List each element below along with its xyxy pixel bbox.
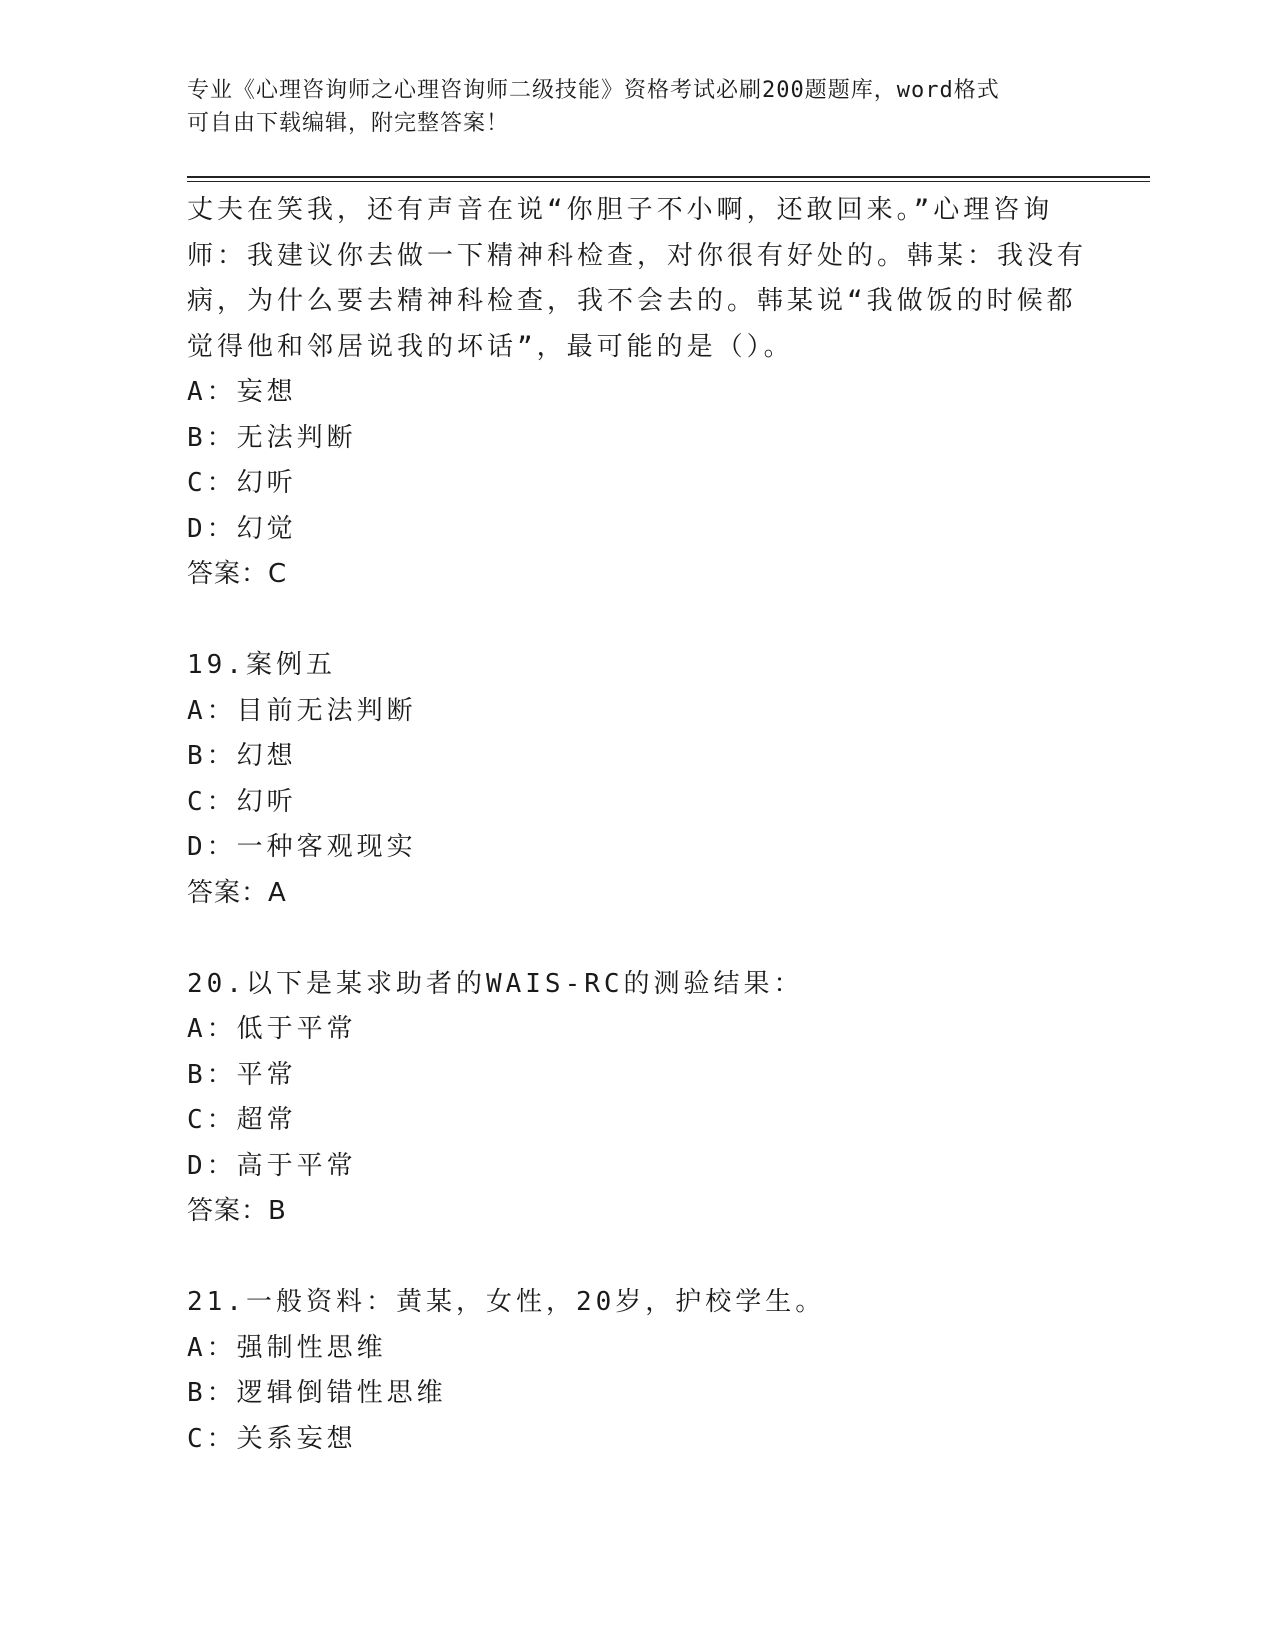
option-b: B：平常: [187, 1059, 297, 1090]
option-a: A：强制性思维: [187, 1332, 387, 1363]
option-d: D：一种客观现实: [187, 832, 417, 862]
option-d: D：高于平常: [187, 1150, 357, 1181]
option-a: A：低于平常: [187, 1014, 357, 1044]
question-19: [187, 643, 1067, 916]
question-content: [187, 188, 1088, 1462]
option-d: D：幻觉: [187, 513, 297, 544]
stem-line: 师：我建议你去做一下精神科检查，对你很有好处的。韩某：我没有: [187, 240, 1088, 271]
continued-question: [187, 188, 1088, 598]
spacer: [187, 1235, 1067, 1281]
option-c: C：幻听: [187, 786, 297, 817]
header-divider-thick: [187, 176, 1150, 178]
option-b: B：幻想: [187, 741, 297, 771]
header-line-1: 专业《心理咨询师之心理咨询师二级技能》资格考试必刷200题题库，word格式: [187, 78, 1000, 103]
option-b: B：无法判断: [187, 422, 357, 453]
spacer: [187, 916, 1067, 962]
document-header: [187, 74, 1067, 140]
answer-line: 答案：C: [187, 559, 288, 589]
stem-line: 丈夫在笑我，还有声音在说“你胆子不小啊，还敢回来。”心理咨询: [187, 195, 1054, 225]
header-divider-thin: [187, 181, 1150, 182]
header-line-2: 可自由下载编辑，附完整答案！: [187, 111, 510, 136]
answer-line: 答案：A: [187, 877, 287, 908]
question-stem: 21.一般资料：黄某，女性，20岁，护校学生。: [187, 1287, 826, 1317]
option-a: A：妄想: [187, 377, 297, 407]
option-a: A：目前无法判断: [187, 695, 417, 726]
stem-line: 觉得他和邻居说我的坏话”，最可能的是（）。: [187, 331, 794, 362]
option-b: B：逻辑倒错性思维: [187, 1378, 447, 1408]
option-c: C：幻听: [187, 468, 297, 498]
question-20: [187, 962, 1067, 1235]
answer-line: 答案：B: [187, 1196, 287, 1226]
question-stem: 20.以下是某求助者的WAIS-RC的测验结果：: [187, 968, 804, 999]
question-21: [187, 1280, 1067, 1462]
question-stem: 19.案例五: [187, 650, 336, 680]
stem-line: 病，为什么要去精神科检查，我不会去的。韩某说“我做饭的时候都: [187, 286, 1077, 316]
spacer: [187, 598, 1067, 644]
option-c: C：超常: [187, 1105, 297, 1135]
option-c: C：关系妄想: [187, 1423, 357, 1454]
